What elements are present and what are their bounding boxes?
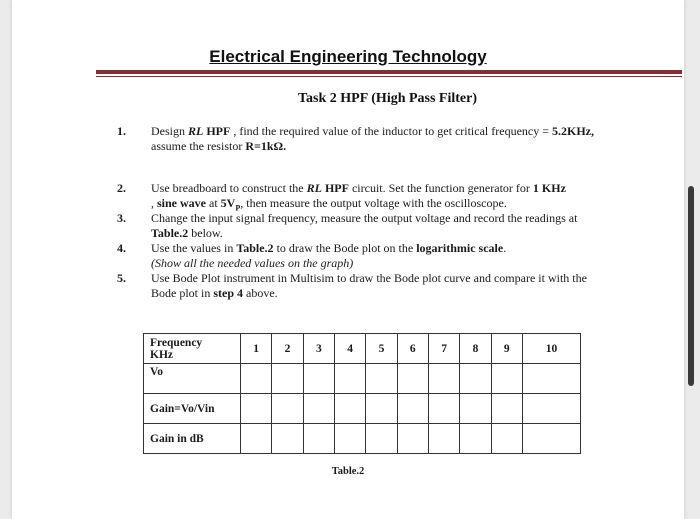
- header-rule-thick: [96, 70, 682, 74]
- task-title: Task 2 HPF (High Pass Filter): [298, 91, 478, 106]
- measurement-table: [143, 333, 581, 454]
- table-row: [144, 394, 581, 424]
- document-page: [12, 0, 684, 519]
- column-header: 10: [522, 334, 580, 364]
- column-header: 3: [303, 334, 334, 364]
- task-item-number: 4.: [117, 241, 126, 255]
- table-cell: [522, 394, 580, 424]
- task-item: [117, 241, 607, 271]
- column-header: 4: [334, 334, 365, 364]
- table-cell: [272, 394, 303, 424]
- table-cell: [272, 364, 303, 394]
- task-item-text: Use the values in Table.2 to draw the Bode plot on the logarithmic scale. (Show all the needed values on the graph): [151, 241, 507, 270]
- column-header: 7: [428, 334, 459, 364]
- table-cell: [303, 424, 334, 454]
- table-cell: [241, 364, 272, 394]
- table-cell: [303, 364, 334, 394]
- table-cell: [522, 424, 580, 454]
- table-cell: [241, 394, 272, 424]
- table-cell: [522, 364, 580, 394]
- table-cell: [428, 394, 459, 424]
- table-cell: [366, 394, 397, 424]
- task-item: [117, 211, 607, 241]
- task-item-number: 1.: [117, 124, 126, 138]
- task-item-number: 5.: [117, 271, 126, 285]
- table-cell: [272, 424, 303, 454]
- table-cell: [491, 394, 522, 424]
- table-row: [144, 424, 581, 454]
- task-item-number: 2.: [117, 181, 126, 195]
- table-cell: [241, 424, 272, 454]
- table-cell: [366, 364, 397, 394]
- frequency-header-cell: [144, 334, 241, 364]
- table-cell: [491, 424, 522, 454]
- table-cell: [460, 394, 491, 424]
- table-cell: [397, 364, 428, 394]
- task-item-text: Design RL HPF , find the required value of the inductor to get critical frequency = 5.2KHz, assume the resistor R=1kΩ.: [151, 124, 594, 153]
- header-rule-thin: [96, 76, 682, 77]
- table-cell: [491, 364, 522, 394]
- row-label-vo: Vo: [144, 364, 241, 394]
- task-item: [117, 271, 607, 301]
- column-header: 1: [241, 334, 272, 364]
- table-caption: Table.2: [331, 466, 365, 477]
- table-cell: [428, 364, 459, 394]
- table-cell: [366, 424, 397, 454]
- task-item-text: Use Bode Plot instrument in Multisim to draw the Bode plot curve and compare it with the Bode plot in step 4 above.: [151, 271, 587, 300]
- column-header: 5: [366, 334, 397, 364]
- column-header: 9: [491, 334, 522, 364]
- table-cell: [334, 424, 365, 454]
- table-cell: [303, 394, 334, 424]
- frequency-label: Frequency: [150, 336, 203, 349]
- row-label-gain: Gain=Vo/Vin: [144, 394, 241, 424]
- table-header-row: [144, 334, 581, 364]
- column-header: 8: [460, 334, 491, 364]
- table-cell: [334, 364, 365, 394]
- task-item-text: Change the input signal frequency, measure the output voltage and record the readings at Table.2 below.: [151, 211, 578, 240]
- table-cell: [397, 424, 428, 454]
- table-cell: [334, 394, 365, 424]
- table-cell: [460, 424, 491, 454]
- table-cell: [397, 394, 428, 424]
- task-item-text: Use breadboard to construct the RL HPF circuit. Set the function generator for 1 KHz , sine wave at $5V_P$, then measure the output voltage with the oscilloscope.: [151, 181, 566, 213]
- task-item: [117, 124, 607, 154]
- row-label-gain-db: Gain in dB: [144, 424, 241, 454]
- table-cell: [460, 364, 491, 394]
- table-cell: [428, 424, 459, 454]
- column-header: 6: [397, 334, 428, 364]
- table-row: [144, 364, 581, 394]
- task-item-number: 3.: [117, 211, 126, 225]
- frequency-unit-label: KHz: [150, 348, 173, 361]
- vertical-scrollbar[interactable]: [688, 186, 694, 386]
- document-header-title: Electrical Engineering Technology: [209, 47, 487, 66]
- column-header: 2: [272, 334, 303, 364]
